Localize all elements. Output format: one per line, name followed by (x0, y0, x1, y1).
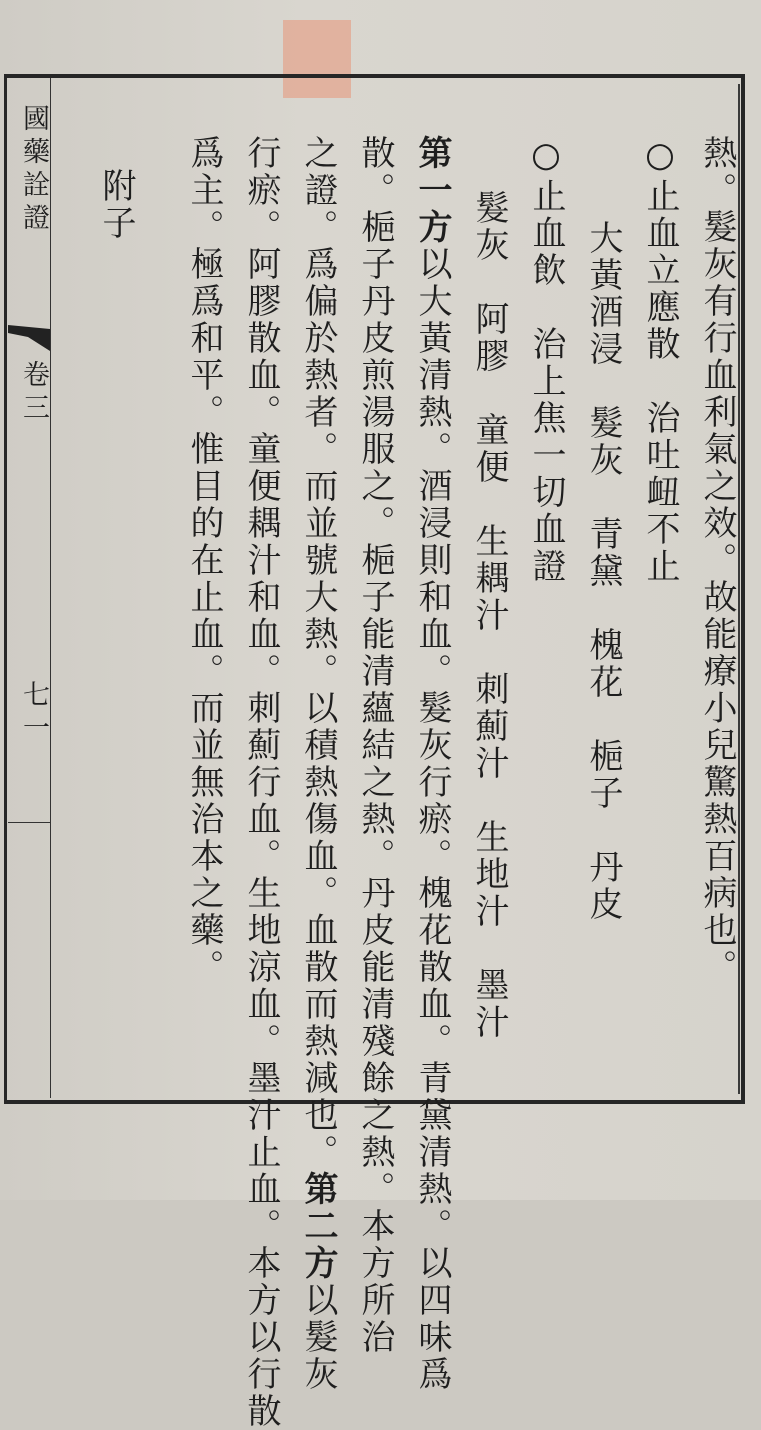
text-column-7: 散。梔子丹皮煎湯服之。梔子能清蘊結之熱。丹皮能清殘餘之熱。本方所治 (355, 135, 395, 1356)
section-heading: 附子 (96, 168, 136, 242)
text-column-2: ○止血立應散 治吐衄不止 (640, 135, 680, 585)
text-column-10: 爲主。極爲和平。惟目的在止血。而並無治本之藥。 (184, 135, 224, 986)
book-title: 國藥詮證 (18, 104, 49, 236)
text-column-1: 熱。髮灰有行血利氣之效。故能療小兒驚熱百病也。 (697, 135, 737, 986)
text-column-8: 之證。爲偏於熱者。而並號大熱。以積熱傷血。血散而熱減也。第二方以髮灰 (298, 135, 338, 1393)
margin-divider (8, 822, 50, 823)
volume-label: 卷三 (18, 360, 49, 426)
margin-column-rule (50, 78, 51, 1098)
page-number: 七一 (18, 680, 49, 746)
text-column-5: 髮灰 阿膠 童便 生耦汁 刺薊汁 生地汁 墨汁 (469, 190, 509, 1041)
text-column-6: 第一方以大黃清熱。酒浸則和血。髮灰行瘀。槐花散血。青黛清熱。以四味爲 (412, 135, 452, 1393)
fish-tail-mark-icon (8, 325, 50, 351)
text-column-3: 大黃酒浸 髮灰 青黛 槐花 梔子 丹皮 (583, 220, 623, 923)
text-column-9: 行瘀。阿膠散血。童便耦汁和血。刺薊行血。生地涼血。墨汁止血。本方以行散 (241, 135, 281, 1430)
text-column-4: ○止血飲 治上焦一切血證 (526, 135, 566, 585)
